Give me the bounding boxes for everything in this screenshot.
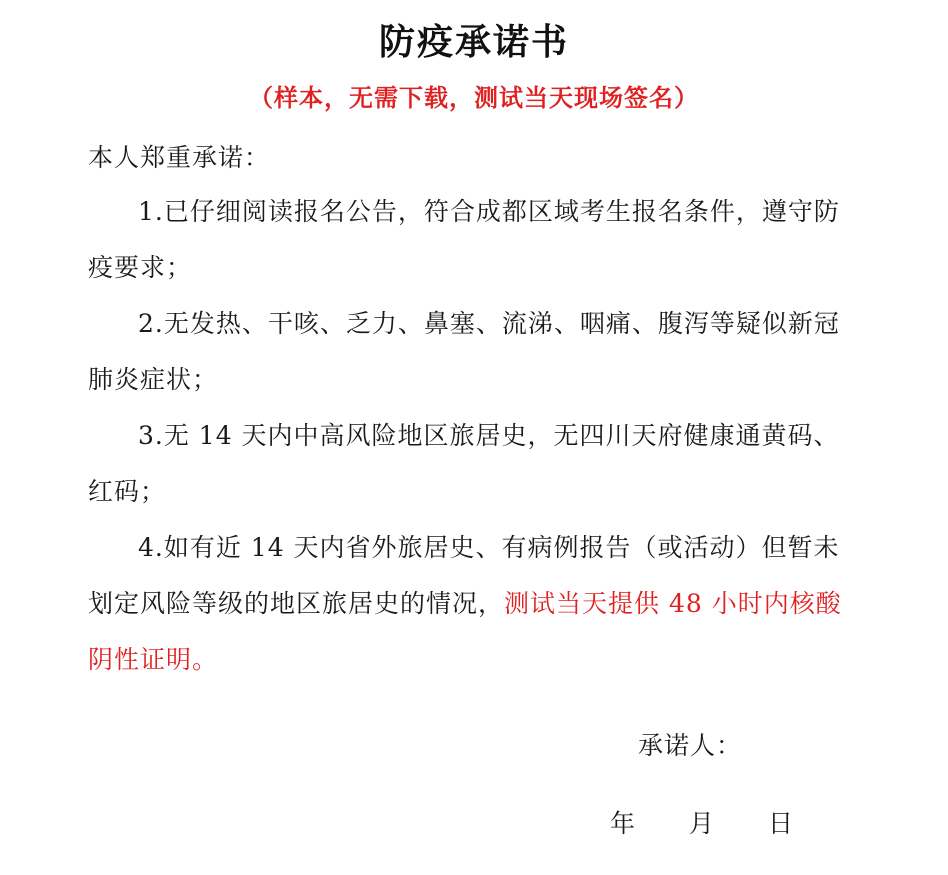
intro-statement: 本人郑重承诺： xyxy=(88,143,271,172)
document-subtitle-note: （样本，无需下载，测试当天现场签名） xyxy=(249,83,699,112)
signer-label: 承诺人： xyxy=(638,731,743,760)
commitment-item-4-text: 4.如有近 14 天内省外旅居史、有病例报告（或活动）但暂未划定风险等级的地区旅居史的情况， xyxy=(88,533,840,618)
date-month-label: 月 xyxy=(689,809,715,838)
commitment-item-1: 1.已仔细阅读报名公告，符合成都区域考生报名条件，遵守防疫要求； xyxy=(88,197,840,282)
signature-date xyxy=(610,796,793,852)
commitment-item-4-highlight: 测试当天提供 48 小时内核酸阴性证明。 xyxy=(88,589,842,674)
date-day-label: 日 xyxy=(768,809,794,838)
commitment-item-2: 2.无发热、干咳、乏力、鼻塞、流涕、咽痛、腹泻等疑似新冠肺炎症状； xyxy=(88,309,840,394)
document-title: 防疫承诺书 xyxy=(378,21,569,63)
commitment-item-3: 3.无 14 天内中高风险地区旅居史，无四川天府健康通黄码、红码； xyxy=(88,421,840,506)
date-year-label: 年 xyxy=(610,809,636,838)
commitment-item-4 xyxy=(88,520,848,688)
